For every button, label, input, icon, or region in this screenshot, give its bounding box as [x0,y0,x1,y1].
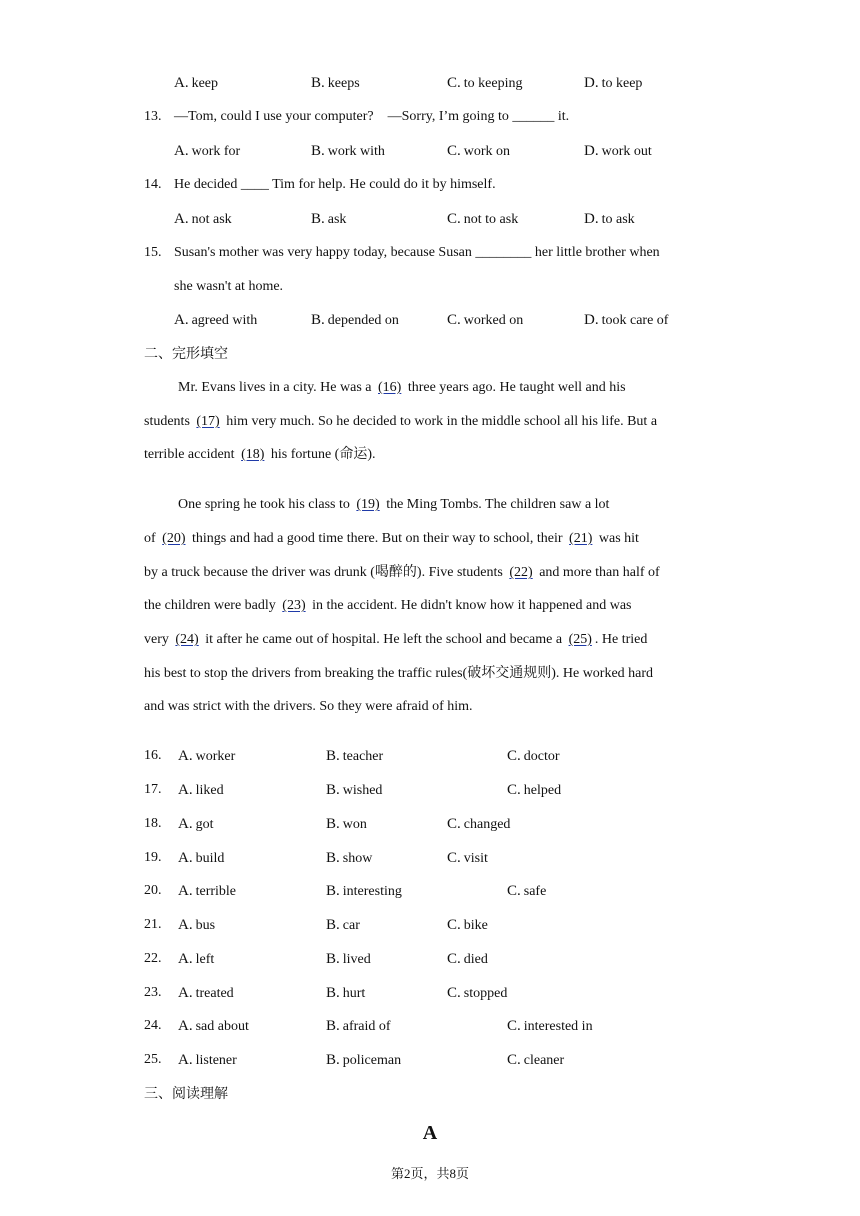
cloze-option-a: A. sad about [178,1018,249,1034]
cloze-option-a: A. got [178,816,214,832]
cloze-question-number: 20. [144,883,162,898]
passage-line: and was strict with the drivers. So they were afraid of him. [144,699,473,714]
page-footer: 第2页，共8页 [390,1166,469,1181]
q15-option-a: A. agreed with [174,312,258,328]
q15-number: 15. [144,245,162,260]
blank-19: (19) [356,497,380,512]
cloze-option-c: C. safe [507,883,547,899]
passage-line: the children were badly (23) in the accident. He didn't know how it happened and was [144,598,632,613]
cloze-option-b: B. lived [326,951,371,967]
cloze-question-number: 19. [144,850,162,865]
blank-25: (25) [568,632,592,647]
passage-line: One spring he took his class to (19) the Ming Tombs. The children saw a lot [178,497,610,512]
q13-number: 13. [144,109,162,124]
q12-option-d: D. to keep [584,75,643,91]
blank-20: (20) [162,531,186,546]
section-2-title: 二、完形填空 [144,346,228,362]
cloze-option-c: C. bike [447,917,488,933]
q15-option-c: C. worked on [447,312,524,328]
q13-option-a: A. work for [174,143,241,159]
blank-23: (23) [282,598,306,613]
cloze-option-c: C. stopped [447,985,508,1001]
cloze-option-b: B. hurt [326,985,366,1001]
cloze-question-number: 16. [144,748,162,763]
cloze-option-b: B. show [326,850,373,866]
passage-line: Mr. Evans lives in a city. He was a (16) three years ago. He taught well and his [178,380,626,395]
q15-stem-continued: she wasn't at home. [174,279,284,294]
cloze-option-b: B. teacher [326,748,384,764]
q12-option-b: B. keeps [311,75,360,91]
q14-option-d: D. to ask [584,211,635,227]
q15-stem: Susan's mother was very happy today, because Susan ________ her little brother when [174,245,660,260]
passage-line: terrible accident (18) his fortune (命运). [144,447,376,462]
cloze-option-b: B. afraid of [326,1018,391,1034]
q13-stem: —Tom, could I use your computer? —Sorry, I’m going to ______ it. [174,109,570,124]
q13-option-b: B. work with [311,143,385,159]
passage-a-title: A [422,1122,438,1144]
cloze-option-b: B. interesting [326,883,402,899]
q12-option-c: C. to keeping [447,75,523,91]
passage-line: very (24) it after he came out of hospital. He left the school and became a (25) . He tried [144,632,648,647]
cloze-option-b: B. won [326,816,367,832]
cloze-question-number: 24. [144,1018,162,1033]
section-3-title: 三、阅读理解 [144,1086,228,1102]
cloze-question-number: 25. [144,1052,162,1067]
cloze-option-a: A. liked [178,782,224,798]
q13-option-d: D. work out [584,143,652,159]
q13-option-c: C. work on [447,143,511,159]
q12-option-a: A. keep [174,75,219,91]
cloze-option-a: A. terrible [178,883,237,899]
cloze-question-number: 17. [144,782,162,797]
cloze-question-number: 18. [144,816,162,831]
cloze-question-number: 22. [144,951,162,966]
cloze-option-c: C. doctor [507,748,560,764]
cloze-option-a: A. treated [178,985,234,1001]
blank-16: (16) [378,380,402,395]
cloze-option-a: A. worker [178,748,236,764]
blank-17: (17) [196,414,220,429]
blank-18: (18) [241,447,265,462]
cloze-option-b: B. car [326,917,360,933]
q14-option-b: B. ask [311,211,347,227]
cloze-option-c: C. changed [447,816,511,832]
cloze-option-b: B. wished [326,782,383,798]
passage-line: of (20) things and had a good time there. But on their way to school, their (21) was hit [144,531,639,546]
cloze-option-a: A. left [178,951,215,967]
passage-line: students (17) him very much. So he decided to work in the middle school all his life. But a [144,414,658,429]
cloze-question-number: 23. [144,985,162,1000]
blank-22: (22) [509,565,533,580]
cloze-option-a: A. build [178,850,225,866]
cloze-option-c: C. interested in [507,1018,593,1034]
q14-number: 14. [144,177,162,192]
q14-option-a: A. not ask [174,211,232,227]
cloze-option-b: B. policeman [326,1052,402,1068]
q15-option-b: B. depended on [311,312,399,328]
cloze-option-c: C. died [447,951,488,967]
cloze-option-a: A. listener [178,1052,237,1068]
q14-option-c: C. not to ask [447,211,519,227]
blank-24: (24) [175,632,199,647]
passage-line: his best to stop the drivers from breaking the traffic rules(破坏交通规则). He worked hard [144,666,654,681]
cloze-option-a: A. bus [178,917,216,933]
q14-stem: He decided ____ Tim for help. He could do it by himself. [174,177,496,192]
cloze-option-c: C. helped [507,782,562,798]
q15-option-d: D. took care of [584,312,669,328]
cloze-option-c: C. cleaner [507,1052,565,1068]
cloze-question-number: 21. [144,917,162,932]
passage-line: by a truck because the driver was drunk (喝醉的). Five students (22) and more than half of [144,565,660,580]
cloze-option-c: C. visit [447,850,488,866]
blank-21: (21) [569,531,593,546]
